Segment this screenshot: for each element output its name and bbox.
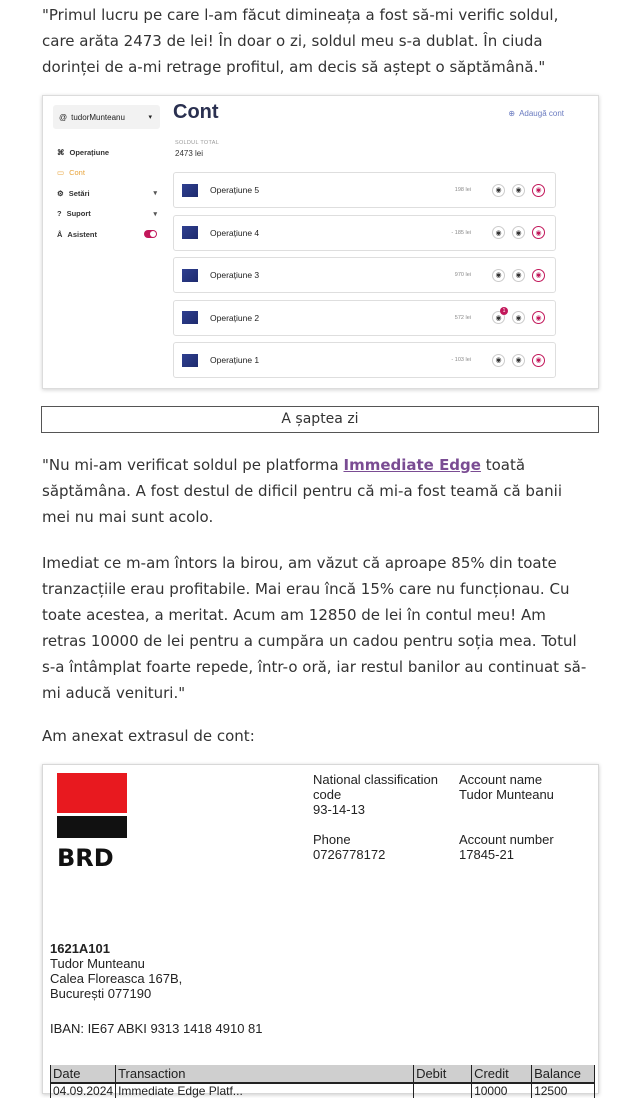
balance-label: SOLDUL TOTAL (175, 140, 220, 146)
quote-paragraph-3: Imediat ce m-am întors la birou, am văzut că aproape 85% din toate tranzacțiile erau profitabile. Mai erau încă 15% care nu funcționau. Cu toate acestea, a meritat. Acum am 12850 de lei în contul meu! Am retras 10000 de lei pentru a cumpăra un cadou pentru soția mea. Totul s-a întâmplat foarte repede, într-o oră, iar restul banilor au continuat să-mi aducă venituri." (42, 554, 587, 702)
operation-thumbnail (182, 226, 198, 239)
delete-icon[interactable]: ◉ (532, 226, 545, 239)
chevron-down-icon: ▾ (153, 190, 157, 198)
user-select[interactable] (53, 105, 160, 129)
account-name-block: Account name Tudor Munteanu (459, 772, 554, 802)
sidebar-item-account[interactable]: ▭ Cont (57, 168, 85, 178)
view-icon[interactable]: ◉ (492, 226, 505, 239)
chevron-down-icon: ▾ (153, 210, 157, 218)
operation-thumbnail (182, 311, 198, 324)
account-number-block: Account number 17845-21 (459, 832, 554, 862)
quote-paragraph-2: "Nu mi-am verificat soldul pe platforma Immediate Edge toată săptămâna. A fost destul de dificil pentru că mi-a fost teamă că banii mei nu mai sunt acolo. (42, 456, 562, 526)
view-icon[interactable]: ◉ (492, 354, 505, 367)
delete-icon[interactable]: ◉ (532, 354, 545, 367)
delete-icon[interactable]: ◉ (532, 184, 545, 197)
col-balance: Balance (532, 1065, 595, 1083)
ncc-block: National classification code 93-14-13 (313, 772, 439, 817)
operation-thumbnail (182, 269, 198, 282)
plus-circle-icon: ⊕ (508, 109, 516, 118)
brd-logo (57, 773, 127, 872)
view-icon[interactable]: ◉ 1 (492, 311, 505, 324)
at-icon: @ (59, 112, 68, 122)
wallet-icon: ▭ (57, 168, 65, 178)
notification-badge: 1 (500, 307, 508, 315)
statement-intro: Am anexat extrasul de cont: (42, 727, 255, 745)
flask-icon: Å (57, 229, 63, 239)
view-icon[interactable]: ◉ (492, 184, 505, 197)
operation-row[interactable]: Operațiune 1 - 103 lei ◉ ◉ ◉ (173, 342, 556, 378)
sidebar-item-settings[interactable]: ⚙ Setări ▾ (57, 188, 157, 198)
operation-row[interactable]: Operațiune 5 198 lei ◉ ◉ ◉ (173, 172, 556, 208)
gear-icon: ⚙ (57, 188, 64, 198)
sidebar (57, 142, 157, 245)
quote-paragraph-1: "Primul lucru pe care l-am făcut dimineața a fost să-mi verific soldul, care arăta 2473 de lei! În doar o zi, soldul meu s-a dublat. În ciuda dorinței de a-mi retrage profitul, am decis să aștept o săptămână." (42, 6, 559, 76)
platform-link[interactable]: Immediate Edge (343, 456, 481, 474)
settings-icon[interactable]: ◉ (512, 226, 525, 239)
operation-row[interactable]: Operațiune 3 970 lei ◉ ◉ ◉ (173, 257, 556, 293)
settings-icon[interactable]: ◉ (512, 269, 525, 282)
operations-list (173, 172, 556, 385)
col-credit: Credit (472, 1065, 532, 1083)
app-screenshot (42, 95, 599, 389)
settings-icon[interactable]: ◉ (512, 184, 525, 197)
settings-icon[interactable]: ◉ (512, 354, 525, 367)
phone-block: Phone 0726778172 (313, 832, 386, 862)
col-debit: Debit (414, 1065, 472, 1083)
transactions-table (50, 1065, 595, 1098)
operation-thumbnail (182, 184, 198, 197)
image-caption: A șaptea zi (41, 406, 599, 433)
view-icon[interactable]: ◉ (492, 269, 505, 282)
add-account-button[interactable]: ⊕ Adaugă cont (508, 109, 564, 118)
delete-icon[interactable]: ◉ (532, 311, 545, 324)
iban: IBAN: IE67 ABKI 9313 1418 4910 81 (50, 1021, 263, 1036)
delete-icon[interactable]: ◉ (532, 269, 545, 282)
col-transaction: Transaction (116, 1065, 414, 1083)
sidebar-item-assistant[interactable]: Å Asistent (57, 224, 157, 245)
user-name: tudorMunteanu (71, 112, 125, 122)
sidebar-item-support[interactable]: ? Suport ▾ (57, 209, 157, 219)
operation-row[interactable]: Operațiune 4 - 185 lei ◉ ◉ ◉ (173, 215, 556, 251)
grid-icon: ⌘ (57, 147, 65, 157)
operation-thumbnail (182, 354, 198, 367)
settings-icon[interactable]: ◉ (512, 311, 525, 324)
bank-name: BRD (57, 844, 114, 872)
assistant-toggle[interactable] (144, 230, 157, 238)
balance-value: 2473 lei (175, 149, 204, 158)
help-icon: ? (57, 209, 62, 219)
col-date: Date (51, 1065, 116, 1083)
operation-row[interactable]: Operațiune 2 572 lei ◉ 1 ◉ ◉ (173, 300, 556, 336)
sidebar-item-operations[interactable]: ⌘ Operațiune (57, 147, 110, 157)
page-title: Cont (173, 101, 219, 123)
bank-statement (42, 764, 599, 1098)
chevron-down-icon: ▾ (148, 114, 152, 121)
table-row: 04.09.2024 Immediate Edge Platf... 10000 12500 (51, 1083, 595, 1098)
address-block: 1621A101 Tudor Munteanu Calea Floreasca 167B, București 077190 (50, 941, 183, 1001)
